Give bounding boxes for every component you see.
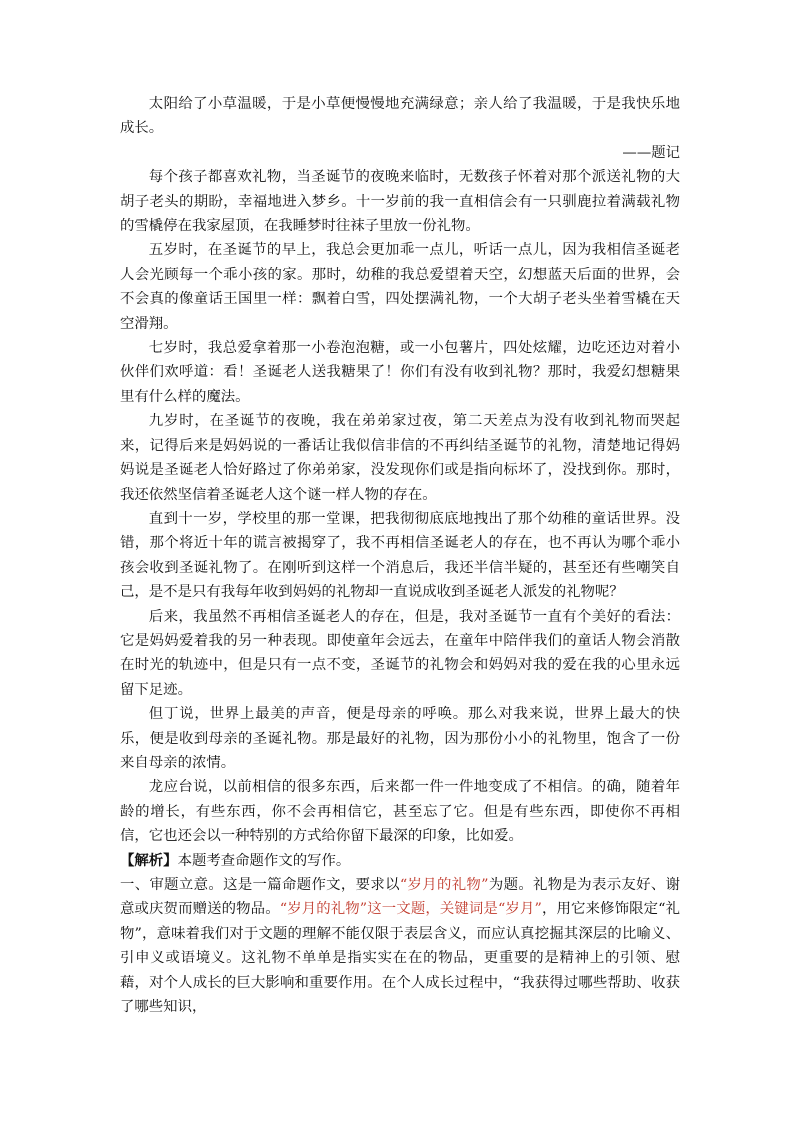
analysis-quote-2: “岁月的礼物”这一文题，关键词是“岁月” <box>279 901 542 918</box>
analysis-intro: 本题考查命题作文的写作。 <box>177 852 351 869</box>
epigraph-signature: ——题记 <box>622 144 680 161</box>
body-paragraph-4: 九岁时，在圣诞节的夜晚，我在弟弟家过夜，第二天差点为没有收到礼物而哭起来，记得后来是妈妈说的一番话让我似信非信的不再纠结圣诞节的礼物，清楚地记得妈妈说是圣诞老人恰好路过了你弟弟家，没发现你们或是指向标坏了，没找到你。那时，我还依然坚信着圣诞老人这个谜一样人物的存在。 <box>120 413 680 503</box>
analysis-heading <box>120 849 680 873</box>
body-paragraph-5: 直到十一岁，学校里的那一堂课，把我彻彻底底地拽出了那个幼稚的童话世界。没错，那个将近十年的谎言被揭穿了，我不再相信圣诞老人的存在，也不再认为哪个乖小孩会收到圣诞礼物了。在刚听到这样一个消息后，我还半信半疑的，甚至还有些嘲笑自己，是不是只有我每年收到妈妈的礼物却一直说成收到圣诞老人派发的礼物呢？ <box>120 510 680 601</box>
document-page <box>120 92 680 1019</box>
body-paragraph-3: 七岁时，我总爱拿着那一小卷泡泡糖，或一小包薯片，四处炫耀，边吃还边对着小伙伴们欢呼道：看！圣诞老人送我糖果了！你们有没有收到礼物？那时，我爱幻想糖果里有什么样的魔法。 <box>120 340 680 405</box>
body-paragraph-8: 龙应台说，以前相信的很多东西，后来都一件一件地变成了不相信。的确，随着年龄的增长，有些东西，你不会再相信它，甚至忘了它。但是有些东西，即使你不再相信，它也还会以一种特别的方式给你留下最深的印象，比如爱。 <box>120 779 680 845</box>
body-paragraph-2: 五岁时，在圣诞节的早上，我总会更加乖一点儿，听话一点儿，因为我相信圣诞老人会光顾每一个乖小孩的家。那时，幼稚的我总爱望着天空，幻想蓝天后面的世界，会不会真的像童话王国里一样：飘着白雪，四处摆满礼物，一个大胡子老头坐着雪橇在天空滑翔。 <box>120 242 680 332</box>
analysis-text-2: 为题。礼物是为表示友好、谢意或庆贺而赠送的物品。 <box>120 877 680 918</box>
analysis-paragraph <box>120 873 680 1019</box>
body-paragraph-1: 每个孩子都喜欢礼物，当圣诞节的夜晚来临时，无数孩子怀着对那个派送礼物的大胡子老头的期盼，幸福地进入梦乡。十一岁前的我一直相信会有一只驯鹿拉着满载礼物的雪橇停在我家屋顶，在我睡梦时往袜子里放一份礼物。 <box>120 169 680 235</box>
analysis-text-1: 一、审题立意。这是一篇命题作文，要求以 <box>120 877 400 893</box>
epigraph-text: 太阳给了小草温暖，于是小草便慢慢地充满绿意；亲人给了我温暖，于是我快乐地成长。 <box>120 96 680 137</box>
body-paragraph-7: 但丁说，世界上最美的声音，便是母亲的呼唤。那么对我来说，世界上最大的快乐，便是收到母亲的圣诞礼物。那是最好的礼物，因为那份小小的礼物里，饱含了一份来自母亲的浓情。 <box>120 706 680 771</box>
analysis-text-3: ，用它来修饰限定“礼物”，意味着我们对于文题的理解不能仅限于表层含义，而应认真挖掘其深层的比喻义、引申义或语境义。这礼物不单单是指实实在在的物品，更重要的是精神上的引领、慰藉，对个人成长的巨大影响和重要作用。在个人成长过程中，“我获得过哪些帮助、收获了哪些知识， <box>120 901 680 1016</box>
body-paragraph-6: 后来，我虽然不再相信圣诞老人的存在，但是，我对圣诞节一直有个美好的看法：它是妈妈爱着我的另一种表现。即使童年会远去，在童年中陪伴我们的童话人物会消散在时光的轨迹中，但是只有一点不变，圣诞节的礼物会和妈妈对我的爱在我的心里永远留下足迹。 <box>120 608 680 698</box>
analysis-quote-1: “岁月的礼物” <box>399 877 489 893</box>
epigraph <box>120 92 680 165</box>
analysis-label: 【解析】 <box>120 851 178 869</box>
